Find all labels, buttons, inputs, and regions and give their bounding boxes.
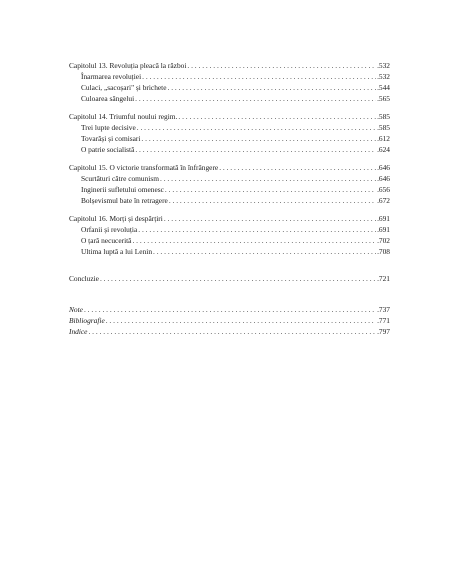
dot-leader	[138, 224, 376, 235]
toc-entry-title: O țară necucerită	[81, 236, 132, 245]
toc-page-number: .585	[377, 123, 390, 132]
toc-entry-title: Orfanii și revoluția	[81, 225, 138, 234]
dot-leader	[153, 246, 376, 257]
dot-leader	[219, 162, 376, 173]
toc-indice	[69, 326, 390, 337]
toc-page-number: .691	[377, 214, 390, 223]
toc-section	[69, 71, 390, 82]
toc-page-number: .771	[377, 316, 390, 325]
toc-page-number: .624	[377, 145, 390, 154]
toc-section	[69, 184, 390, 195]
toc-bibliografie	[69, 315, 390, 326]
toc-section	[69, 82, 390, 93]
toc-page-number: .708	[377, 247, 390, 256]
dot-leader	[141, 133, 376, 144]
toc-chapter-13	[69, 60, 390, 71]
toc-page-number: .672	[377, 196, 390, 205]
toc-entry-title: Culaci, „sacoșari" și brichete	[81, 83, 167, 92]
toc-page-number: .612	[377, 134, 390, 143]
dot-leader	[142, 71, 376, 82]
toc-entry-title: Înarmarea revoluției	[81, 72, 142, 81]
toc-chapter-16	[69, 213, 390, 224]
toc-page-number: .656	[377, 185, 390, 194]
dot-leader	[100, 273, 376, 284]
toc-page-number: .737	[377, 305, 390, 314]
spacer	[69, 104, 390, 111]
toc-entry-title: Concluzie	[69, 274, 99, 283]
toc-section	[69, 224, 390, 235]
toc-entry-title: Trei lupte decisive	[81, 123, 136, 132]
toc-entry-title: Bolșevismul bate în retragere	[81, 196, 168, 205]
toc-entry-title: Culoarea sângelui	[81, 94, 135, 103]
dot-leader	[88, 326, 376, 337]
toc-entry-title: Tovarăși și comisari	[81, 134, 141, 143]
toc-page-number: .565	[377, 94, 390, 103]
toc-page-number: .797	[377, 327, 390, 336]
toc-entry-title: Capitolul 13. Revoluția pleacă la război	[69, 61, 187, 70]
spacer	[69, 257, 390, 273]
spacer	[69, 284, 390, 304]
dot-leader	[135, 144, 376, 155]
dot-leader	[160, 173, 376, 184]
toc-page-number: .532	[377, 61, 390, 70]
toc-entry-title: Ultima luptă a lui Lenin	[81, 247, 153, 256]
toc-page-number: .544	[377, 83, 390, 92]
toc-note	[69, 304, 390, 315]
toc-section	[69, 93, 390, 104]
toc-entry-title: Scurtături către comunism	[81, 174, 159, 183]
toc-page-number: .646	[377, 163, 390, 172]
toc-section	[69, 235, 390, 246]
dot-leader	[178, 111, 376, 122]
dot-leader	[168, 82, 377, 93]
toc-section	[69, 246, 390, 257]
dot-leader	[132, 235, 376, 246]
dot-leader	[84, 304, 376, 315]
toc-entry-title: O patrie socialistă	[81, 145, 135, 154]
toc-page-number: .691	[377, 225, 390, 234]
dot-leader	[135, 93, 376, 104]
spacer	[69, 155, 390, 162]
toc-entry-title: Indice	[69, 327, 88, 336]
toc-chapter-14	[69, 111, 390, 122]
dot-leader	[169, 195, 376, 206]
toc-section	[69, 195, 390, 206]
toc-section	[69, 173, 390, 184]
dot-leader	[165, 184, 376, 195]
table-of-contents	[69, 60, 390, 337]
toc-entry-title: Capitolul 15. O victorie transformată în înfrângere	[69, 163, 219, 172]
toc-entry-title: Note	[69, 305, 83, 314]
toc-page-number: .702	[377, 236, 390, 245]
toc-entry-title: Capitolul 14. Triumful noului regim.	[69, 112, 178, 121]
toc-chapter-15	[69, 162, 390, 173]
toc-page-number: .532	[377, 72, 390, 81]
toc-entry-title: Inginerii sufletului omenesc	[81, 185, 164, 194]
spacer	[69, 206, 390, 213]
toc-page-number: .585	[377, 112, 390, 121]
toc-entry-title: Capitolul 16. Morți și despărțiri	[69, 214, 163, 223]
dot-leader	[164, 213, 376, 224]
toc-section	[69, 122, 390, 133]
toc-page-number: .721	[377, 274, 390, 283]
toc-page-number: .646	[377, 174, 390, 183]
toc-concluzie	[69, 273, 390, 284]
toc-entry-title: Bibliografie	[69, 316, 105, 325]
dot-leader	[137, 122, 376, 133]
dot-leader	[187, 60, 376, 71]
dot-leader	[106, 315, 376, 326]
toc-section	[69, 144, 390, 155]
toc-section	[69, 133, 390, 144]
